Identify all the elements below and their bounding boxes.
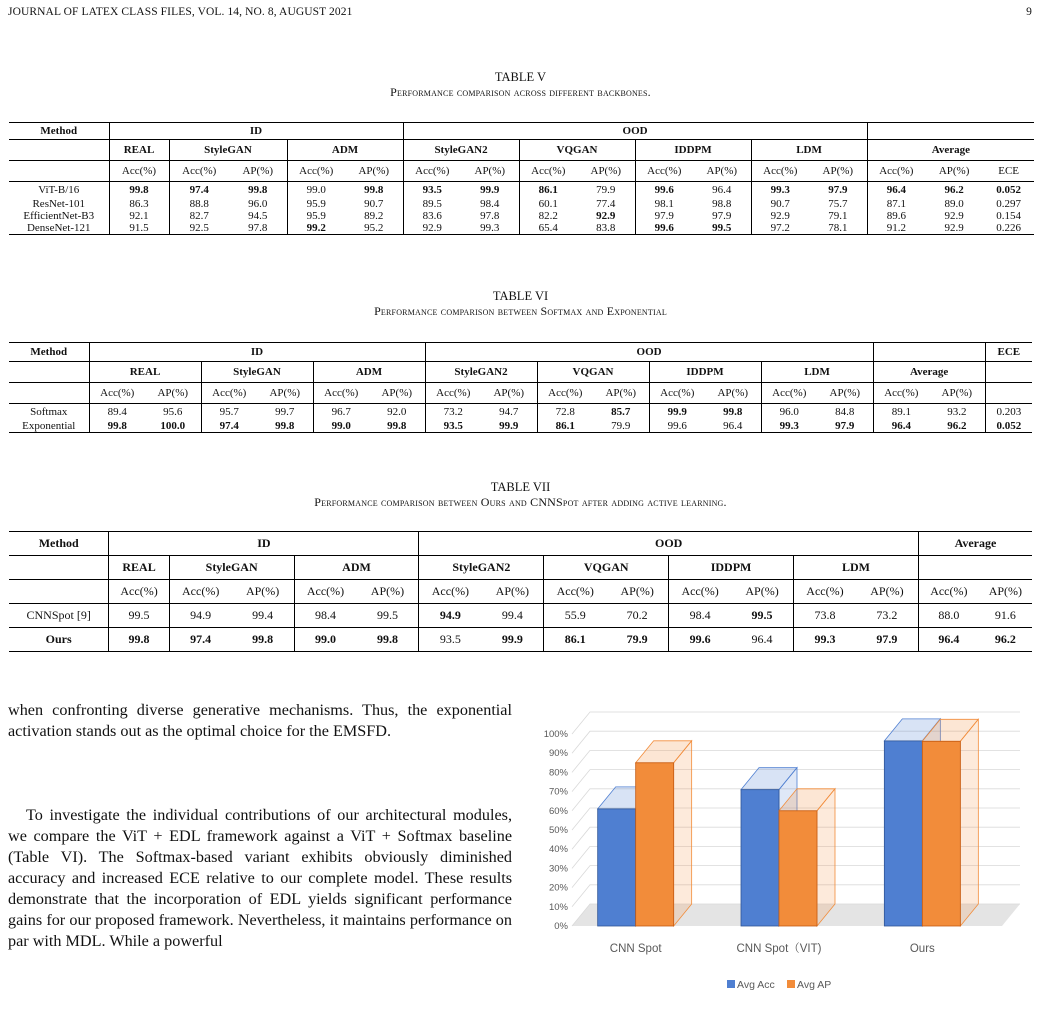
ood-header: OOD [425, 343, 873, 362]
dataset-header: VQGAN [519, 140, 635, 161]
metric-header: Acc(%) [169, 580, 231, 604]
table5-caption: Performance comparison across different backbones. [390, 85, 651, 99]
table-cell: 55.9 [544, 604, 606, 628]
table-cell: 92.0 [369, 404, 425, 420]
table-cell: 97.9 [809, 182, 867, 198]
y-tick-label: 40% [548, 844, 568, 856]
table-cell: 98.4 [294, 604, 356, 628]
table-cell: 89.6 [867, 210, 925, 222]
table-cell: 95.7 [201, 404, 257, 420]
table5-caption-block [0, 70, 1041, 100]
table-cell: 96.2 [929, 420, 985, 433]
table-cell: 91.2 [867, 222, 925, 235]
table-cell: 93.5 [419, 628, 481, 652]
y-tick-label: 10% [548, 901, 568, 913]
table-header-row [9, 343, 1032, 362]
bar-chart [512, 690, 1040, 1000]
row-label: DenseNet-121 [9, 222, 109, 235]
bar-side [674, 741, 692, 926]
metric-header: AP(%) [929, 383, 985, 404]
y-tick-label: 60% [548, 805, 568, 817]
metric-header: AP(%) [731, 580, 793, 604]
x-tick-label: CNN Spot（VIT) [736, 943, 822, 955]
table-cell: 99.8 [109, 182, 169, 198]
dataset-header: StyleGAN2 [419, 556, 544, 580]
dataset-header: IDDPM [649, 362, 761, 383]
table-cell: 93.5 [425, 420, 481, 433]
table-cell: 87.1 [867, 198, 925, 210]
metric-header: Acc(%) [544, 580, 606, 604]
id-header: ID [109, 123, 403, 140]
table-header-row [9, 362, 1032, 383]
table-cell: 82.2 [519, 210, 577, 222]
table-cell: 99.3 [461, 222, 519, 235]
metric-header: Acc(%) [519, 161, 577, 182]
row-label: CNNSpot [9] [9, 604, 109, 628]
average-header-spacer [873, 343, 985, 362]
metric-header: AP(%) [817, 383, 873, 404]
paragraph-1: when confronting diverse generative mechanisms. Thus, the exponential activation stands out as the optimal choice for the EMSFD. [8, 701, 512, 740]
table-cell [985, 362, 1032, 383]
table-cell: 73.2 [425, 404, 481, 420]
bar [598, 809, 636, 926]
table-cell: 98.4 [480, 197, 500, 210]
metric-header: ECE [983, 161, 1034, 182]
table6-label: TABLE VI [492, 289, 549, 303]
table-cell: 89.4 [89, 404, 145, 420]
table-cell: 97.8 [229, 222, 287, 235]
table-cell: 99.5 [693, 222, 751, 235]
table-cell: 99.6 [635, 182, 693, 198]
table-cell: 78.1 [809, 222, 867, 235]
table-cell: 99.3 [751, 182, 809, 198]
table-cell: 99.0 [287, 182, 345, 198]
average-header-spacer [867, 123, 1034, 140]
dataset-header: LDM [761, 362, 873, 383]
dataset-header: REAL [89, 362, 201, 383]
metric-header: AP(%) [481, 580, 543, 604]
dataset-header: StyleGAN2 [425, 362, 537, 383]
body-text [8, 700, 512, 952]
table-cell: 95.9 [287, 198, 345, 210]
table-cell: 85.7 [593, 404, 649, 420]
table-cell: 95.9 [287, 210, 345, 222]
table-cell: 65.4 [519, 222, 577, 235]
metric-header: AP(%) [356, 580, 418, 604]
metric-header: AP(%) [809, 161, 867, 182]
table-cell: 92.9 [403, 222, 461, 235]
dataset-header: StyleGAN [201, 362, 313, 383]
metric-header: AP(%) [856, 580, 919, 604]
metric-header: AP(%) [345, 161, 403, 182]
table-cell [9, 140, 109, 161]
dataset-header: ADM [287, 140, 403, 161]
table-cell: 99.6 [649, 420, 705, 433]
metric-header: Acc(%) [867, 161, 925, 182]
legend-swatch [727, 980, 735, 988]
table-cell: 70.2 [606, 604, 668, 628]
dataset-header: REAL [109, 556, 169, 580]
table-cell: 96.2 [925, 182, 983, 198]
average-header: Average [873, 362, 985, 383]
table7 [9, 531, 1032, 652]
dataset-header: REAL [109, 140, 169, 161]
table-cell: 83.8 [577, 222, 635, 235]
table-cell: 99.8 [109, 628, 169, 652]
table-cell: 92.9 [925, 222, 983, 235]
metric-header: AP(%) [481, 383, 537, 404]
table-cell: 92.5 [169, 222, 229, 235]
table6-caption: Performance comparison between Softmax and Exponential [374, 304, 667, 318]
table-cell: 98.8 [712, 197, 732, 210]
paragraph-2: To investigate the individual contributions of our architectural modules, we compare the ViT + EDL framework against a ViT + Softmax baseline (Table VI). The Softmax-based variant exhibits obviously diminished accuracy and increased ECE relative to our complete model. These results demonstrate that the incorporation of EDL yields significant performance gains for our proposed framework. Nevertheless, it maintains performance on par with MDL. While a powerful [8, 806, 512, 950]
legend-label: Avg AP [797, 979, 832, 991]
metric-header: Acc(%) [109, 580, 169, 604]
table-cell: 99.8 [705, 404, 761, 420]
bar [636, 763, 674, 926]
dataset-header: StyleGAN [169, 556, 294, 580]
bar [741, 790, 779, 926]
table-cell: 99.8 [257, 420, 313, 433]
table-cell: 96.4 [705, 420, 761, 433]
table-cell: 99.5 [356, 604, 418, 628]
method-header: Method [9, 343, 89, 362]
dataset-header: StyleGAN [169, 140, 287, 161]
table-cell [918, 556, 1032, 580]
table-cell: 99.3 [761, 420, 817, 433]
row-label: Exponential [9, 420, 89, 433]
bar-side [817, 789, 835, 926]
table-cell: 73.2 [856, 604, 919, 628]
metric-header: Acc(%) [873, 383, 929, 404]
table-cell: 0.154 [996, 209, 1021, 222]
table-cell: 99.9 [481, 628, 543, 652]
table-row [9, 404, 1032, 420]
table-cell: 91.6 [979, 604, 1032, 628]
table-cell: 97.2 [751, 222, 809, 235]
table-row [9, 628, 1032, 652]
table5 [9, 122, 1034, 235]
row-label: Ours [9, 628, 109, 652]
table-cell: 77.4 [596, 197, 616, 210]
table-cell: 97.9 [817, 420, 873, 433]
table-cell: 0.226 [983, 222, 1034, 235]
table-cell: 99.0 [313, 420, 369, 433]
table-cell: 92.9 [944, 209, 964, 222]
table-cell [9, 556, 109, 580]
table-cell: 98.1 [635, 198, 693, 210]
dataset-header: IDDPM [669, 556, 794, 580]
table-cell [9, 383, 89, 404]
dataset-header: LDM [793, 556, 918, 580]
metric-header: AP(%) [369, 383, 425, 404]
row-label: EfficientNet-B3 [23, 209, 95, 222]
metric-header: Acc(%) [751, 161, 809, 182]
table-cell: 95.6 [145, 404, 201, 420]
metric-header: AP(%) [229, 161, 287, 182]
y-tick-label: 0% [554, 921, 568, 932]
table-cell: 96.4 [693, 182, 751, 198]
metric-header: Acc(%) [109, 161, 169, 182]
metric-header: Acc(%) [89, 383, 145, 404]
table-cell: 75.7 [828, 197, 848, 210]
table-header-row [9, 532, 1032, 556]
table-cell: 94.9 [419, 604, 481, 628]
table-cell: 89.2 [364, 209, 384, 222]
metric-header: Acc(%) [294, 580, 356, 604]
metric-header: AP(%) [577, 161, 635, 182]
table-cell: 99.8 [356, 628, 418, 652]
table-header-row [9, 123, 1034, 140]
table-cell: 94.7 [481, 404, 537, 420]
table-cell: 92.9 [596, 209, 616, 222]
bar-side [960, 719, 978, 926]
table-cell: 97.9 [712, 209, 732, 222]
table-cell: 96.2 [979, 628, 1032, 652]
table-cell: 73.8 [793, 604, 855, 628]
table-cell: 72.8 [537, 404, 593, 420]
table-header-row [9, 383, 1032, 404]
table-cell: 96.0 [248, 197, 268, 210]
table-cell: 99.8 [369, 420, 425, 433]
dataset-header: IDDPM [635, 140, 751, 161]
metric-header: Acc(%) [537, 383, 593, 404]
table-cell: 99.6 [669, 628, 731, 652]
metric-header: AP(%) [257, 383, 313, 404]
table-cell: 97.4 [169, 628, 231, 652]
table-cell: 86.1 [537, 420, 593, 433]
table-cell: 92.1 [109, 210, 169, 222]
table-cell: 96.7 [313, 404, 369, 420]
metric-header: AP(%) [606, 580, 668, 604]
metric-header: Acc(%) [287, 161, 345, 182]
average-header: Average [918, 532, 1032, 556]
table-cell: 94.5 [248, 209, 268, 222]
metric-header: AP(%) [593, 383, 649, 404]
legend-label: Avg Acc [737, 979, 775, 991]
table-cell: 97.4 [169, 182, 229, 198]
y-tick-label: 70% [548, 786, 568, 798]
table-header-row [9, 556, 1032, 580]
table-cell: 96.4 [867, 182, 925, 198]
ece-header: ECE [985, 343, 1032, 362]
table-cell: 97.8 [480, 209, 500, 222]
table-cell: 97.9 [635, 210, 693, 222]
table7-caption-block [0, 480, 1041, 510]
y-tick-label: 80% [548, 767, 568, 779]
dataset-header: StyleGAN2 [403, 140, 519, 161]
table-row [9, 604, 1032, 628]
row-label: ResNet-101 [32, 197, 86, 210]
y-tick-label: 100% [543, 729, 568, 740]
table-cell: 97.9 [856, 628, 919, 652]
table-cell: 99.6 [635, 222, 693, 235]
table-cell: 79.9 [606, 628, 668, 652]
table-cell: 97.4 [201, 420, 257, 433]
id-header: ID [89, 343, 425, 362]
metric-header: Acc(%) [169, 161, 229, 182]
bar [884, 741, 922, 926]
table7-label: TABLE VII [490, 480, 551, 494]
table-cell: 96.0 [761, 404, 817, 420]
table-cell: 99.7 [257, 404, 313, 420]
table-cell: 99.9 [481, 420, 537, 433]
metric-header: AP(%) [979, 580, 1032, 604]
method-header: Method [9, 532, 109, 556]
table-cell: 89.0 [944, 197, 964, 210]
row-label: Softmax [9, 404, 89, 420]
table-cell: 86.1 [544, 628, 606, 652]
table-cell: 98.4 [669, 604, 731, 628]
metric-header: Acc(%) [761, 383, 817, 404]
metric-header: AP(%) [232, 580, 294, 604]
table-cell: 92.9 [751, 210, 809, 222]
metric-header: Acc(%) [425, 383, 481, 404]
table7-caption: Performance comparison between Ours and CNNSpot after adding active learning. [314, 495, 727, 509]
table-cell: 99.3 [793, 628, 855, 652]
table-cell: 0.297 [996, 197, 1021, 210]
dataset-header: ADM [294, 556, 419, 580]
table-cell: 89.1 [873, 404, 929, 420]
average-header: Average [867, 140, 1034, 161]
x-tick-label: CNN Spot [609, 943, 662, 955]
table-row [9, 182, 1034, 198]
table-cell: 94.9 [169, 604, 231, 628]
running-header: JOURNAL OF LATEX CLASS FILES, VOL. 14, NO. 8, AUGUST 2021 [8, 6, 353, 18]
table-cell: 99.0 [294, 628, 356, 652]
metric-header: Acc(%) [918, 580, 978, 604]
dataset-header: VQGAN [537, 362, 649, 383]
metric-header: AP(%) [925, 161, 983, 182]
dataset-header: LDM [751, 140, 867, 161]
row-label: ViT-B/16 [9, 182, 109, 198]
table-cell: 91.5 [109, 222, 169, 235]
ood-header: OOD [403, 123, 867, 140]
metric-header: Acc(%) [649, 383, 705, 404]
metric-header: Acc(%) [313, 383, 369, 404]
metric-header: AP(%) [705, 383, 761, 404]
bar [922, 741, 960, 926]
table-row [9, 420, 1032, 433]
table-cell: 90.7 [751, 198, 809, 210]
y-tick-label: 90% [548, 748, 568, 760]
table-cell: 96.4 [731, 628, 793, 652]
table-cell: 99.4 [232, 604, 294, 628]
table-cell: 99.5 [731, 604, 793, 628]
table-cell: 96.4 [873, 420, 929, 433]
table-cell: 86.3 [109, 198, 169, 210]
table6-caption-block [0, 289, 1041, 319]
ood-header: OOD [419, 532, 918, 556]
table-cell [9, 580, 109, 604]
table-cell: 84.8 [817, 404, 873, 420]
table-cell: 99.8 [232, 628, 294, 652]
table-cell: 93.5 [403, 182, 461, 198]
id-header: ID [109, 532, 419, 556]
table-cell: 79.9 [593, 420, 649, 433]
table-cell: 99.5 [109, 604, 169, 628]
table-cell [9, 362, 89, 383]
table-header-row [9, 161, 1034, 182]
table-cell: 79.1 [828, 209, 848, 222]
dataset-header: VQGAN [544, 556, 669, 580]
legend-swatch [787, 980, 795, 988]
table-cell: 86.1 [519, 182, 577, 198]
table-cell: 90.7 [364, 197, 384, 210]
metric-header: Acc(%) [419, 580, 481, 604]
table-row [9, 198, 1034, 210]
table-cell: 96.4 [918, 628, 978, 652]
table-cell: 0.052 [985, 420, 1032, 433]
table6 [9, 342, 1032, 433]
y-tick-label: 50% [548, 825, 568, 836]
method-header: Method [9, 123, 109, 140]
metric-header: Acc(%) [669, 580, 731, 604]
metric-header: AP(%) [461, 161, 519, 182]
table-cell: 99.4 [481, 604, 543, 628]
x-tick-label: Ours [909, 943, 935, 955]
y-tick-label: 20% [548, 882, 568, 894]
table-cell: 89.5 [403, 198, 461, 210]
table-cell: 82.7 [169, 210, 229, 222]
metric-header: Acc(%) [793, 580, 855, 604]
metric-header: AP(%) [693, 161, 751, 182]
table-cell: 99.9 [649, 404, 705, 420]
table-cell: 88.8 [169, 198, 229, 210]
dataset-header: ADM [313, 362, 425, 383]
table-cell: 60.1 [519, 198, 577, 210]
table-cell: 88.0 [918, 604, 978, 628]
table-cell: 99.9 [461, 182, 519, 198]
bar [779, 811, 817, 926]
table-cell: 99.2 [287, 222, 345, 235]
page-number: 9 [1026, 6, 1032, 18]
table5-label: TABLE V [494, 70, 547, 84]
table-row [9, 222, 1034, 235]
table-cell: 93.2 [929, 404, 985, 420]
table-row [9, 210, 1034, 222]
table-cell [9, 161, 109, 182]
table-cell: 100.0 [145, 420, 201, 433]
metric-header: Acc(%) [201, 383, 257, 404]
table-cell [985, 383, 1032, 404]
table-cell: 0.052 [983, 182, 1034, 198]
y-tick-label: 30% [548, 863, 568, 875]
table-cell: 79.9 [577, 182, 635, 198]
table-cell: 99.8 [345, 182, 403, 198]
table-cell: 95.2 [345, 222, 403, 235]
metric-header: AP(%) [145, 383, 201, 404]
metric-header: Acc(%) [403, 161, 461, 182]
table-header-row [9, 580, 1032, 604]
table-header-row [9, 140, 1034, 161]
metric-header: Acc(%) [635, 161, 693, 182]
table-cell: 99.8 [89, 420, 145, 433]
table-cell: 0.203 [985, 404, 1032, 420]
table-cell: 99.8 [229, 182, 287, 198]
table-cell: 83.6 [403, 210, 461, 222]
